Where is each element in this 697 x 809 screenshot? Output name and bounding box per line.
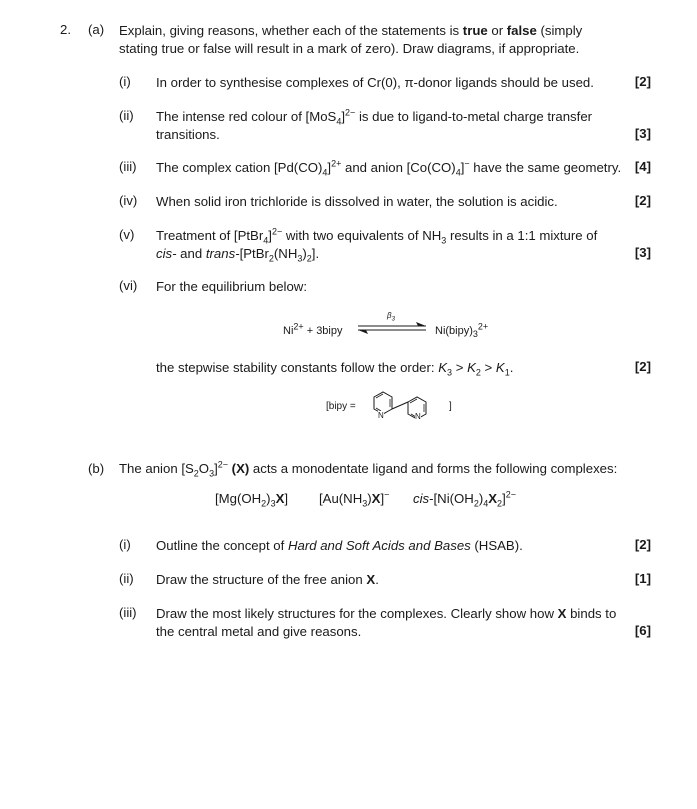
item-b-i-text: Outline the concept of Hard and Soft Acids and Bases (HSAB).	[156, 538, 523, 553]
bipy-close: ]	[449, 401, 452, 412]
item-b-iii-marks: [6]	[634, 623, 651, 638]
equilibrium-arrow	[356, 321, 430, 335]
equilibrium-beta: $\beta_3$	[387, 311, 395, 323]
item-a-i-label: (i)	[119, 74, 131, 89]
item-a-iv-marks: [2]	[634, 193, 651, 208]
complex-ni: cis-$[Ni(OH_2)_4X_2]^{2-}$	[413, 489, 516, 509]
item-a-iv-text: When solid iron trichloride is dissolved in water, the solution is acidic.	[156, 194, 558, 209]
item-b-ii-marks: [1]	[634, 571, 651, 586]
item-a-v-marks: [3]	[634, 245, 651, 260]
item-a-v-text: Treatment of [PtBr$_4$]$^{2-}$ with two equivalents of $NH_3$ results in a 1:1 mixture of cis- and trans-$[PtBr_2(NH_3)_2]$.	[156, 226, 598, 264]
item-b-iii-label: (iii)	[119, 605, 137, 620]
item-a-iii-text: The complex cation $[Pd(CO)_4]^{2+}$ and anion $[Co(CO)_4]^-$ have the same geometry.	[156, 158, 622, 178]
item-a-vi-text: For the equilibrium below:	[156, 279, 307, 294]
bipy-label: [bipy =	[326, 401, 356, 412]
item-b-ii-label: (ii)	[119, 571, 134, 586]
stability-order: the stepwise stability constants follow the order: $K_3 > K_2 > K_1$.	[156, 360, 514, 378]
item-a-i-text: In order to synthesise complexes of Cr(0), π-donor ligands should be used.	[156, 75, 594, 90]
item-a-ii-label: (ii)	[119, 108, 134, 123]
item-a-i-marks: [2]	[634, 74, 651, 89]
part-b-label: (b)	[88, 461, 105, 476]
stability-marks: [2]	[634, 359, 651, 374]
question-number: 2.	[60, 22, 71, 37]
bipy-n-left: N	[378, 411, 384, 420]
part-a-label: (a)	[88, 22, 105, 37]
item-b-i-label: (i)	[119, 537, 131, 552]
item-a-iii-label: (iii)	[119, 159, 137, 174]
complex-au: $[Au(NH_3)X]^-$	[319, 489, 390, 509]
part-a-intro: Explain, giving reasons, whether each of the statements is true or false (simply stating true or false will result in a mark of zero). Draw diagrams, if appropriate.	[119, 23, 583, 56]
item-b-ii-text: Draw the structure of the free anion X.	[156, 572, 379, 587]
item-a-iv-label: (iv)	[119, 193, 138, 208]
item-a-vi-label: (vi)	[119, 278, 138, 293]
item-b-iii-text: Draw the most likely structures for the complexes. Clearly show how X binds to the central metal and give reasons.	[156, 606, 617, 639]
complex-mg: $[Mg(OH_2)_3X]$	[215, 491, 289, 509]
equilibrium-right: $Ni(bipy)_3^{2+}$	[435, 321, 489, 340]
item-a-ii-marks: [3]	[634, 126, 651, 141]
item-a-ii-text: The intense red colour of $[MoS_4]^{2-}$ is due to ligand-to-metal charge transfer transitions.	[156, 107, 593, 142]
equilibrium-left: $Ni^{2+}$ + 3bipy	[283, 321, 343, 337]
bipyridine-structure	[368, 388, 450, 428]
item-b-i-marks: [2]	[634, 537, 651, 552]
part-b-intro: The anion $[S_2O_3]^{2-}$ (X) acts a monodentate ligand and forms the following complexes:	[119, 459, 618, 479]
bipy-n-right: N	[415, 412, 421, 421]
item-a-v-label: (v)	[119, 227, 135, 242]
item-a-iii-marks: [4]	[634, 159, 651, 174]
